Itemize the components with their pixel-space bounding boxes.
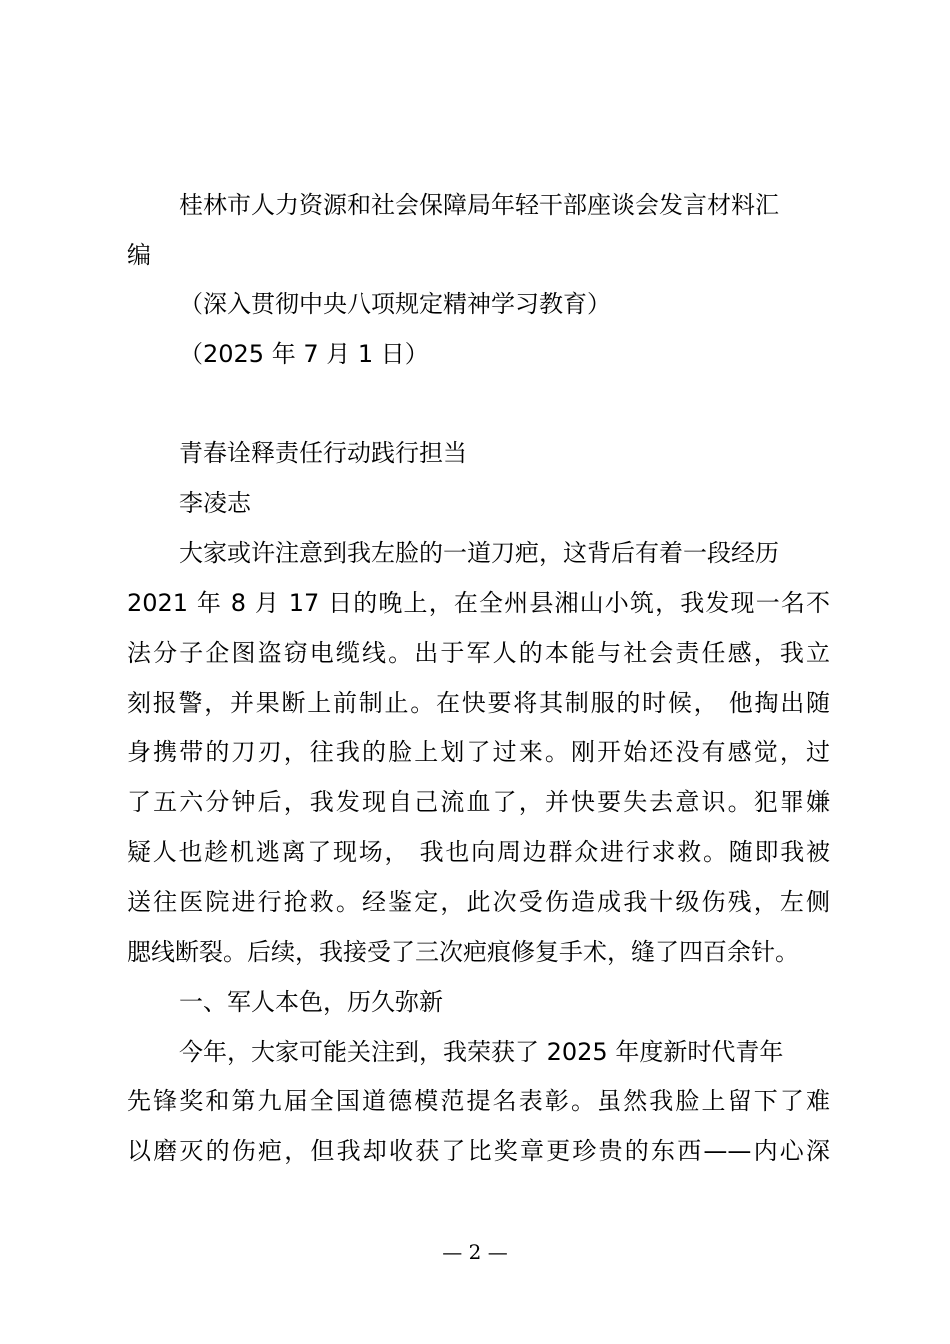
page-number: — 2 — <box>442 1240 508 1264</box>
speech-title: 青春诠释责任行动践行担当 <box>179 439 467 467</box>
paragraph1-line: 送往医院进行抢救。经鉴定，此次受伤造成我十级伤残，左侧 <box>127 888 830 916</box>
document-date: （2025 年 7 月 1 日） <box>179 340 429 368</box>
paragraph1-line: 法分子企图盗窃电缆线。出于军人的本能与社会责任感，我立 <box>127 639 830 667</box>
paragraph1-line: 了五六分钟后，我发现自己流血了，并快要失去意识。犯罪嫌 <box>127 788 830 816</box>
paragraph1-line: 大家或许注意到我左脸的一道刀疤，这背后有着一段经历 <box>179 539 779 567</box>
paragraph1-line: 刻报警，并果断上前制止。在快要将其制服的时候， 他掏出随 <box>127 689 830 717</box>
paragraph2-line: 今年，大家可能关注到，我荣获了 2025 年度新时代青年 <box>179 1038 784 1066</box>
paragraph1-line: 疑人也趁机逃离了现场， 我也向周边群众进行求救。随即我被 <box>127 838 830 866</box>
paragraph1-line: 身携带的刀刃，往我的脸上划了过来。刚开始还没有感觉，过 <box>127 738 830 766</box>
section-heading: 一、军人本色，历久弥新 <box>179 988 443 1016</box>
document-title-line2: 编 <box>127 241 151 269</box>
paragraph1-line: 2021 年 8 月 17 日的晚上，在全州县湘山小筑，我发现一名不 <box>127 589 830 617</box>
document-subtitle: （深入贯彻中央八项规定精神学习教育） <box>179 290 611 318</box>
document-title-line1: 桂林市人力资源和社会保障局年轻干部座谈会发言材料汇 <box>179 191 779 219</box>
paragraph2-line: 以磨灭的伤疤，但我却收获了比奖章更珍贵的东西——内心深 <box>127 1137 830 1165</box>
author-name: 李凌志 <box>179 489 251 517</box>
paragraph2-line: 先锋奖和第九届全国道德模范提名表彰。虽然我脸上留下了难 <box>127 1087 830 1115</box>
paragraph1-line: 腮线断裂。后续，我接受了三次疤痕修复手术，缝了四百余针。 <box>127 938 799 966</box>
